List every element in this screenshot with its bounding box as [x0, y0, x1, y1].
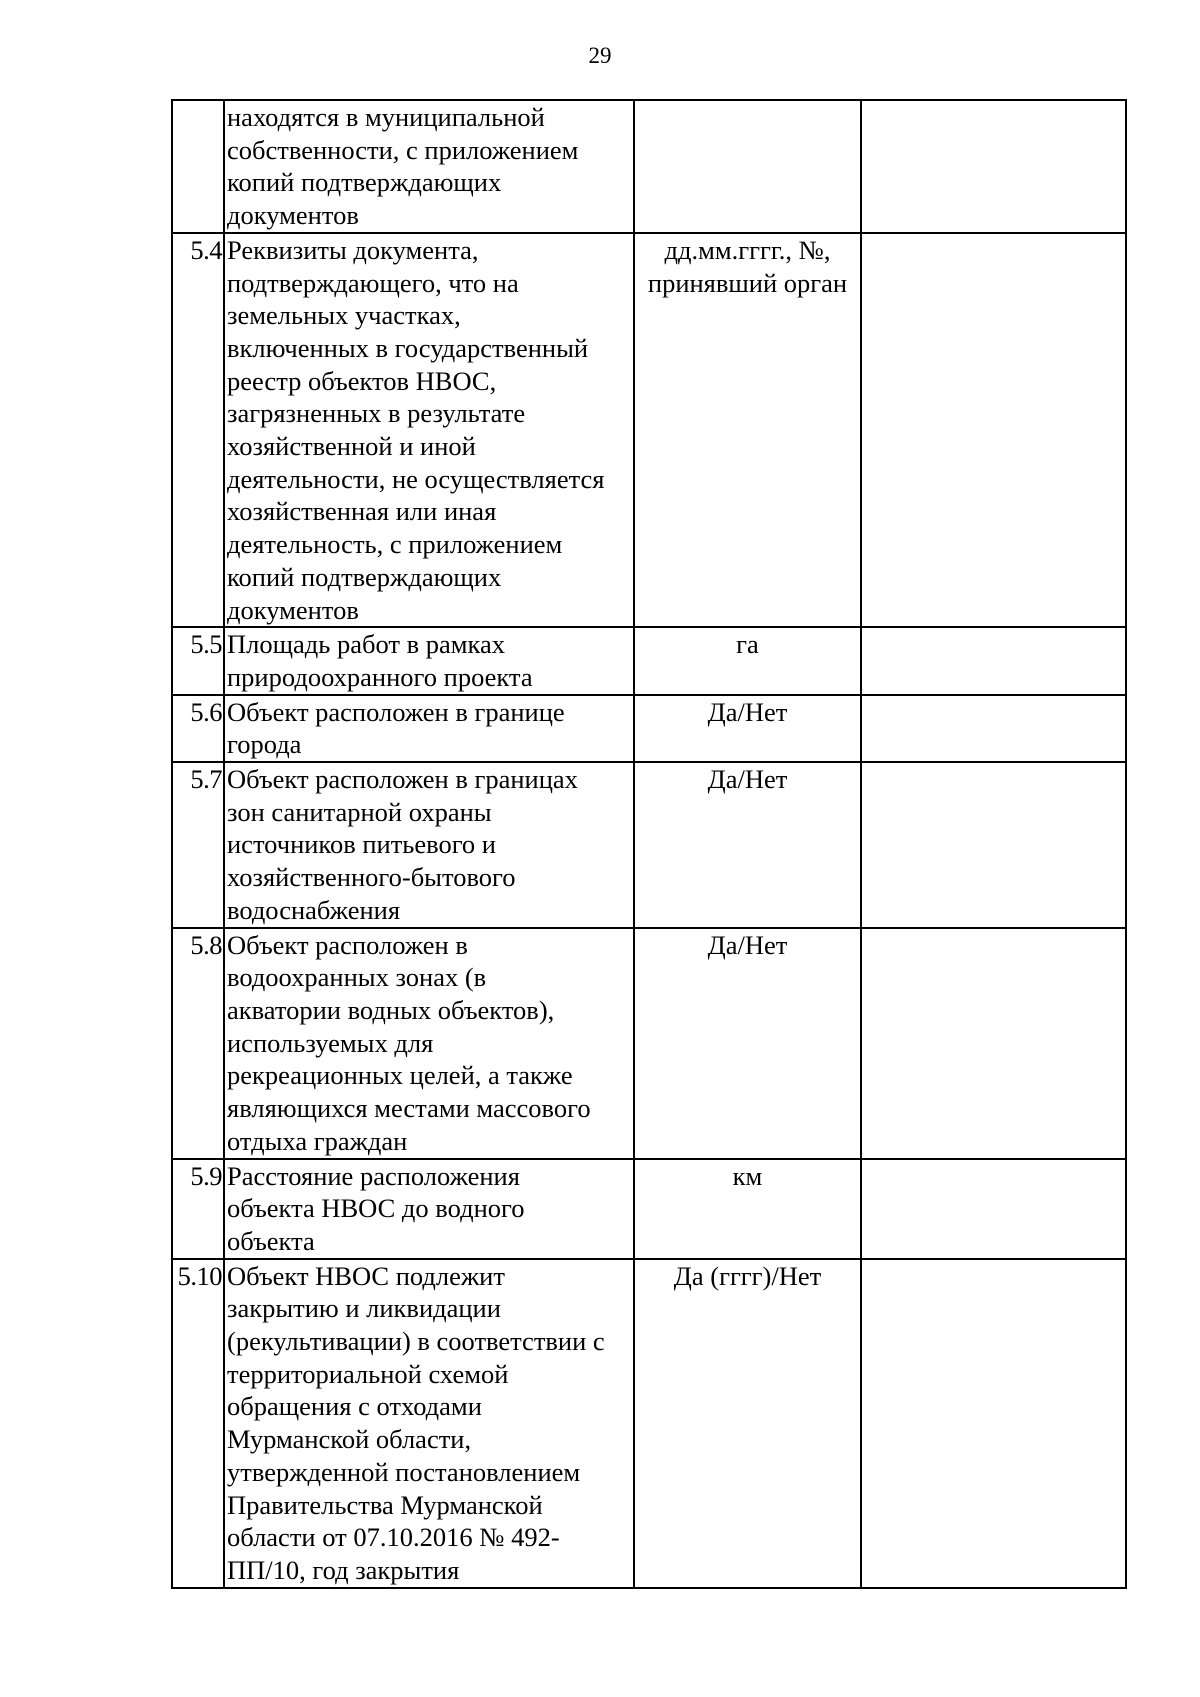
- description-line: природоохранного проекта: [227, 661, 533, 692]
- description-line: ПП/10, год закрытия: [227, 1554, 460, 1585]
- description-line: Площадь работ в рамках: [227, 629, 505, 660]
- item-number: 5.8: [172, 928, 224, 1159]
- description-line: используемых для: [227, 1027, 434, 1058]
- description-line: документов: [227, 200, 359, 231]
- item-unit: [634, 1159, 861, 1259]
- description-line: являющихся местами массового: [227, 1093, 591, 1124]
- table-body: [172, 100, 1126, 1588]
- description-line: хозяйственной и иной: [227, 431, 476, 462]
- item-unit: [634, 100, 861, 233]
- description-line: копий подтверждающих: [227, 561, 502, 592]
- description-line: Объект расположен в: [227, 929, 468, 960]
- item-description: [224, 928, 634, 1159]
- description-line: Расстояние расположения: [227, 1160, 520, 1191]
- unit-line: км: [732, 1160, 763, 1191]
- item-unit: [634, 627, 861, 694]
- item-value: [861, 695, 1126, 762]
- description-line: объекта НВОС до водного: [227, 1193, 525, 1224]
- item-number: 5.7: [172, 762, 224, 928]
- item-value: [861, 233, 1126, 627]
- item-number: [172, 100, 224, 233]
- description-line: города: [227, 729, 302, 760]
- description-line: объекта: [227, 1225, 315, 1256]
- unit-line: Да/Нет: [707, 929, 788, 960]
- description-line: деятельность, с приложением: [227, 529, 563, 560]
- description-line: земельных участках,: [227, 300, 461, 331]
- description-line: документов: [227, 594, 359, 625]
- description-line: хозяйственного-бытового: [227, 862, 516, 893]
- item-unit: [634, 695, 861, 762]
- item-value: [861, 1259, 1126, 1588]
- description-line: зон санитарной охраны: [227, 796, 492, 827]
- description-line: закрытию и ликвидации: [227, 1293, 501, 1324]
- description-line: реестр объектов НВОС,: [227, 365, 497, 396]
- description-line: Правительства Мурманской: [227, 1489, 543, 1520]
- item-unit: [634, 233, 861, 627]
- table-row: [172, 928, 1126, 1159]
- description-line: Реквизиты документа,: [227, 234, 479, 265]
- description-line: Объект НВОС подлежит: [227, 1260, 505, 1291]
- item-number: 5.10: [172, 1259, 224, 1588]
- description-line: утвержденной постановлением: [227, 1456, 581, 1487]
- item-description: [224, 627, 634, 694]
- description-line: обращения с отходами: [227, 1391, 482, 1422]
- item-description: [224, 1259, 634, 1588]
- item-value: [861, 627, 1126, 694]
- table-row: [172, 695, 1126, 762]
- description-line: загрязненных в результате: [227, 398, 526, 429]
- description-line: копий подтверждающих: [227, 167, 502, 198]
- description-line: подтверждающего, что на: [227, 267, 519, 298]
- table-row: [172, 1159, 1126, 1259]
- item-unit: [634, 762, 861, 928]
- table-row: [172, 100, 1126, 233]
- unit-line: дд.мм.гггг., №,: [664, 234, 831, 265]
- unit-line: принявший орган: [647, 267, 848, 298]
- description-line: акватории водных объектов),: [227, 994, 555, 1025]
- item-number: 5.6: [172, 695, 224, 762]
- item-unit: [634, 1259, 861, 1588]
- description-line: находятся в муниципальной: [227, 102, 545, 132]
- description-line: Объект расположен в границе: [227, 696, 565, 727]
- description-line: включенных в государственный: [227, 332, 589, 363]
- item-description: [224, 100, 634, 233]
- item-description: [224, 1159, 634, 1259]
- table-row: [172, 627, 1126, 694]
- description-line: области от 07.10.2016 № 492-: [227, 1522, 560, 1553]
- unit-line: га: [736, 629, 759, 660]
- table-row: [172, 1259, 1126, 1588]
- item-value: [861, 762, 1126, 928]
- item-number: 5.9: [172, 1159, 224, 1259]
- description-line: (рекультивации) в соответствии с: [227, 1326, 605, 1357]
- item-number: 5.5: [172, 627, 224, 694]
- description-line: отдыха граждан: [227, 1125, 408, 1156]
- item-number: 5.4: [172, 233, 224, 627]
- item-description: [224, 695, 634, 762]
- description-line: водоснабжения: [227, 894, 401, 925]
- description-line: источников питьевого и: [227, 829, 496, 860]
- item-unit: [634, 928, 861, 1159]
- unit-line: Да/Нет: [707, 764, 788, 795]
- item-description: [224, 233, 634, 627]
- item-value: [861, 1159, 1126, 1259]
- unit-line: Да/Нет: [707, 696, 788, 727]
- description-line: Объект расположен в границах: [227, 764, 578, 795]
- table-row: [172, 762, 1126, 928]
- unit-line: Да (гггг)/Нет: [673, 1260, 822, 1291]
- description-line: собственности, с приложением: [227, 134, 579, 165]
- requirements-table: [171, 99, 1127, 1589]
- description-line: деятельности, не осуществляется: [227, 463, 605, 494]
- description-line: рекреационных целей, а также: [227, 1060, 573, 1091]
- description-line: территориальной схемой: [227, 1358, 509, 1389]
- description-line: хозяйственная или иная: [227, 496, 497, 527]
- page-number: 29: [588, 43, 612, 68]
- item-value: [861, 928, 1126, 1159]
- table-row: [172, 233, 1126, 627]
- item-value: [861, 100, 1126, 233]
- item-description: [224, 762, 634, 928]
- description-line: водоохранных зонах (в: [227, 962, 487, 993]
- description-line: Мурманской области,: [227, 1424, 472, 1455]
